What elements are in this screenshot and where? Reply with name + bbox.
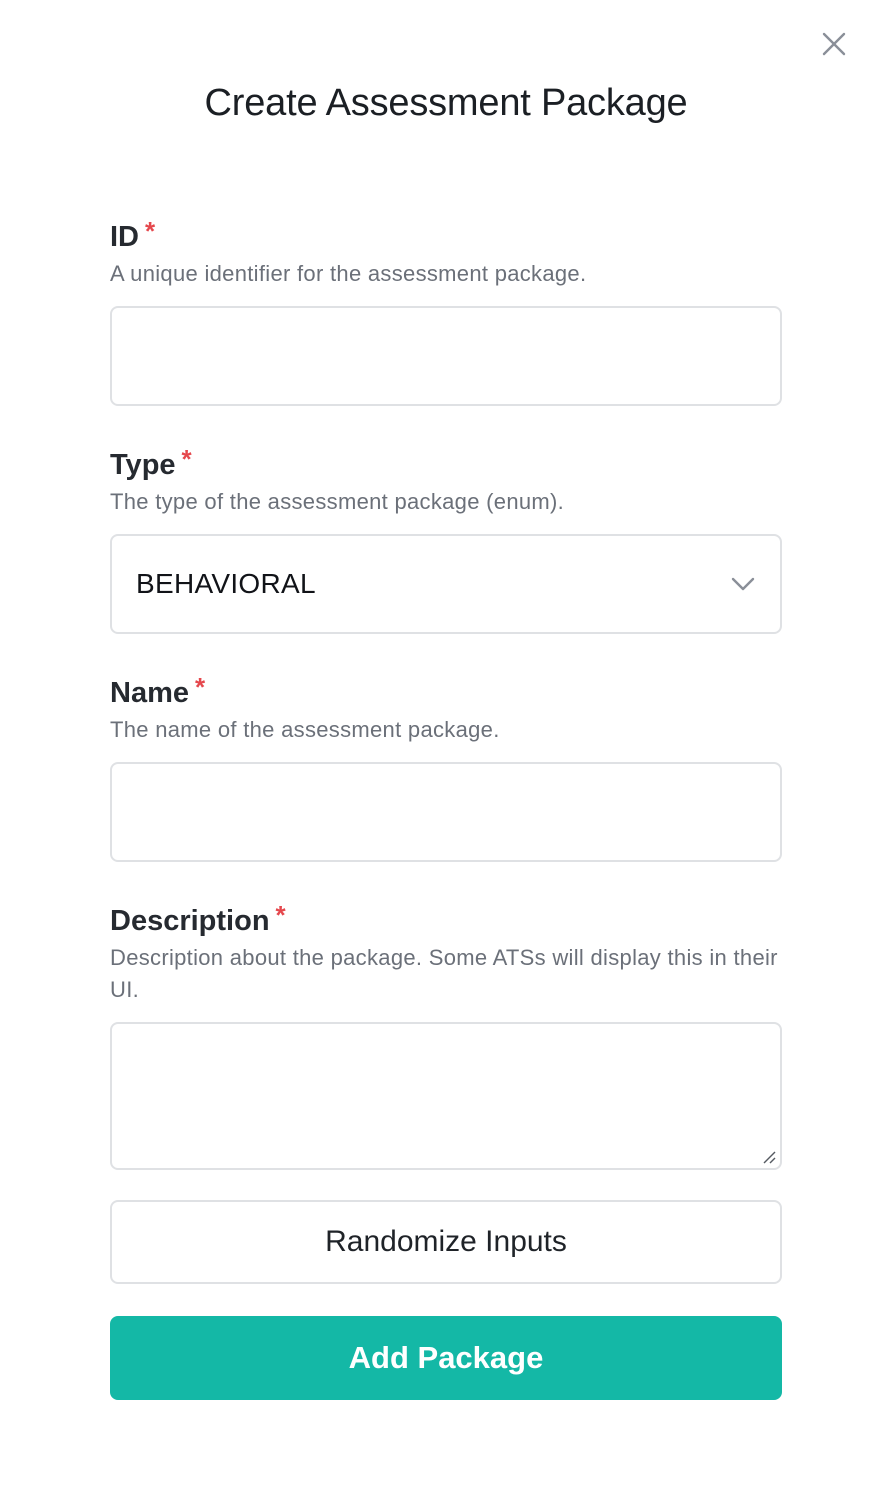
type-help-text: The type of the assessment package (enum). (110, 489, 565, 514)
modal-title: Create Assessment Package (204, 82, 688, 124)
type-label (110, 442, 782, 482)
id-label-text: ID (110, 221, 139, 253)
name-label-text: Name (110, 677, 189, 709)
id-label (110, 214, 782, 254)
type-select-value: BEHAVIORAL (136, 568, 316, 599)
add-package-button[interactable]: Add Package (110, 1316, 782, 1400)
id-help-text: A unique identifier for the assessment package. (110, 261, 587, 286)
id-field-group (110, 214, 782, 406)
required-mark: * (145, 216, 156, 246)
close-button[interactable] (818, 28, 850, 60)
required-mark: * (195, 672, 206, 702)
id-input[interactable] (110, 306, 782, 406)
type-label-text: Type (110, 449, 176, 481)
description-field-group (110, 898, 782, 1170)
close-icon (821, 31, 847, 57)
required-mark: * (275, 900, 286, 930)
description-textarea[interactable] (110, 1022, 782, 1170)
name-help-text: The name of the assessment package. (110, 717, 500, 742)
required-mark: * (181, 444, 192, 474)
type-select[interactable] (110, 534, 782, 634)
name-input[interactable] (110, 762, 782, 862)
name-field-group (110, 670, 782, 862)
type-field-group (110, 442, 782, 634)
description-label-text: Description (110, 905, 270, 937)
name-label (110, 670, 782, 710)
description-help-text: Description about the package. Some ATSs will display this in their UI. (110, 945, 778, 1002)
chevron-down-icon (730, 576, 756, 592)
description-label (110, 898, 782, 938)
resize-handle-icon[interactable] (761, 1149, 777, 1165)
randomize-inputs-button[interactable]: Randomize Inputs (110, 1200, 782, 1284)
